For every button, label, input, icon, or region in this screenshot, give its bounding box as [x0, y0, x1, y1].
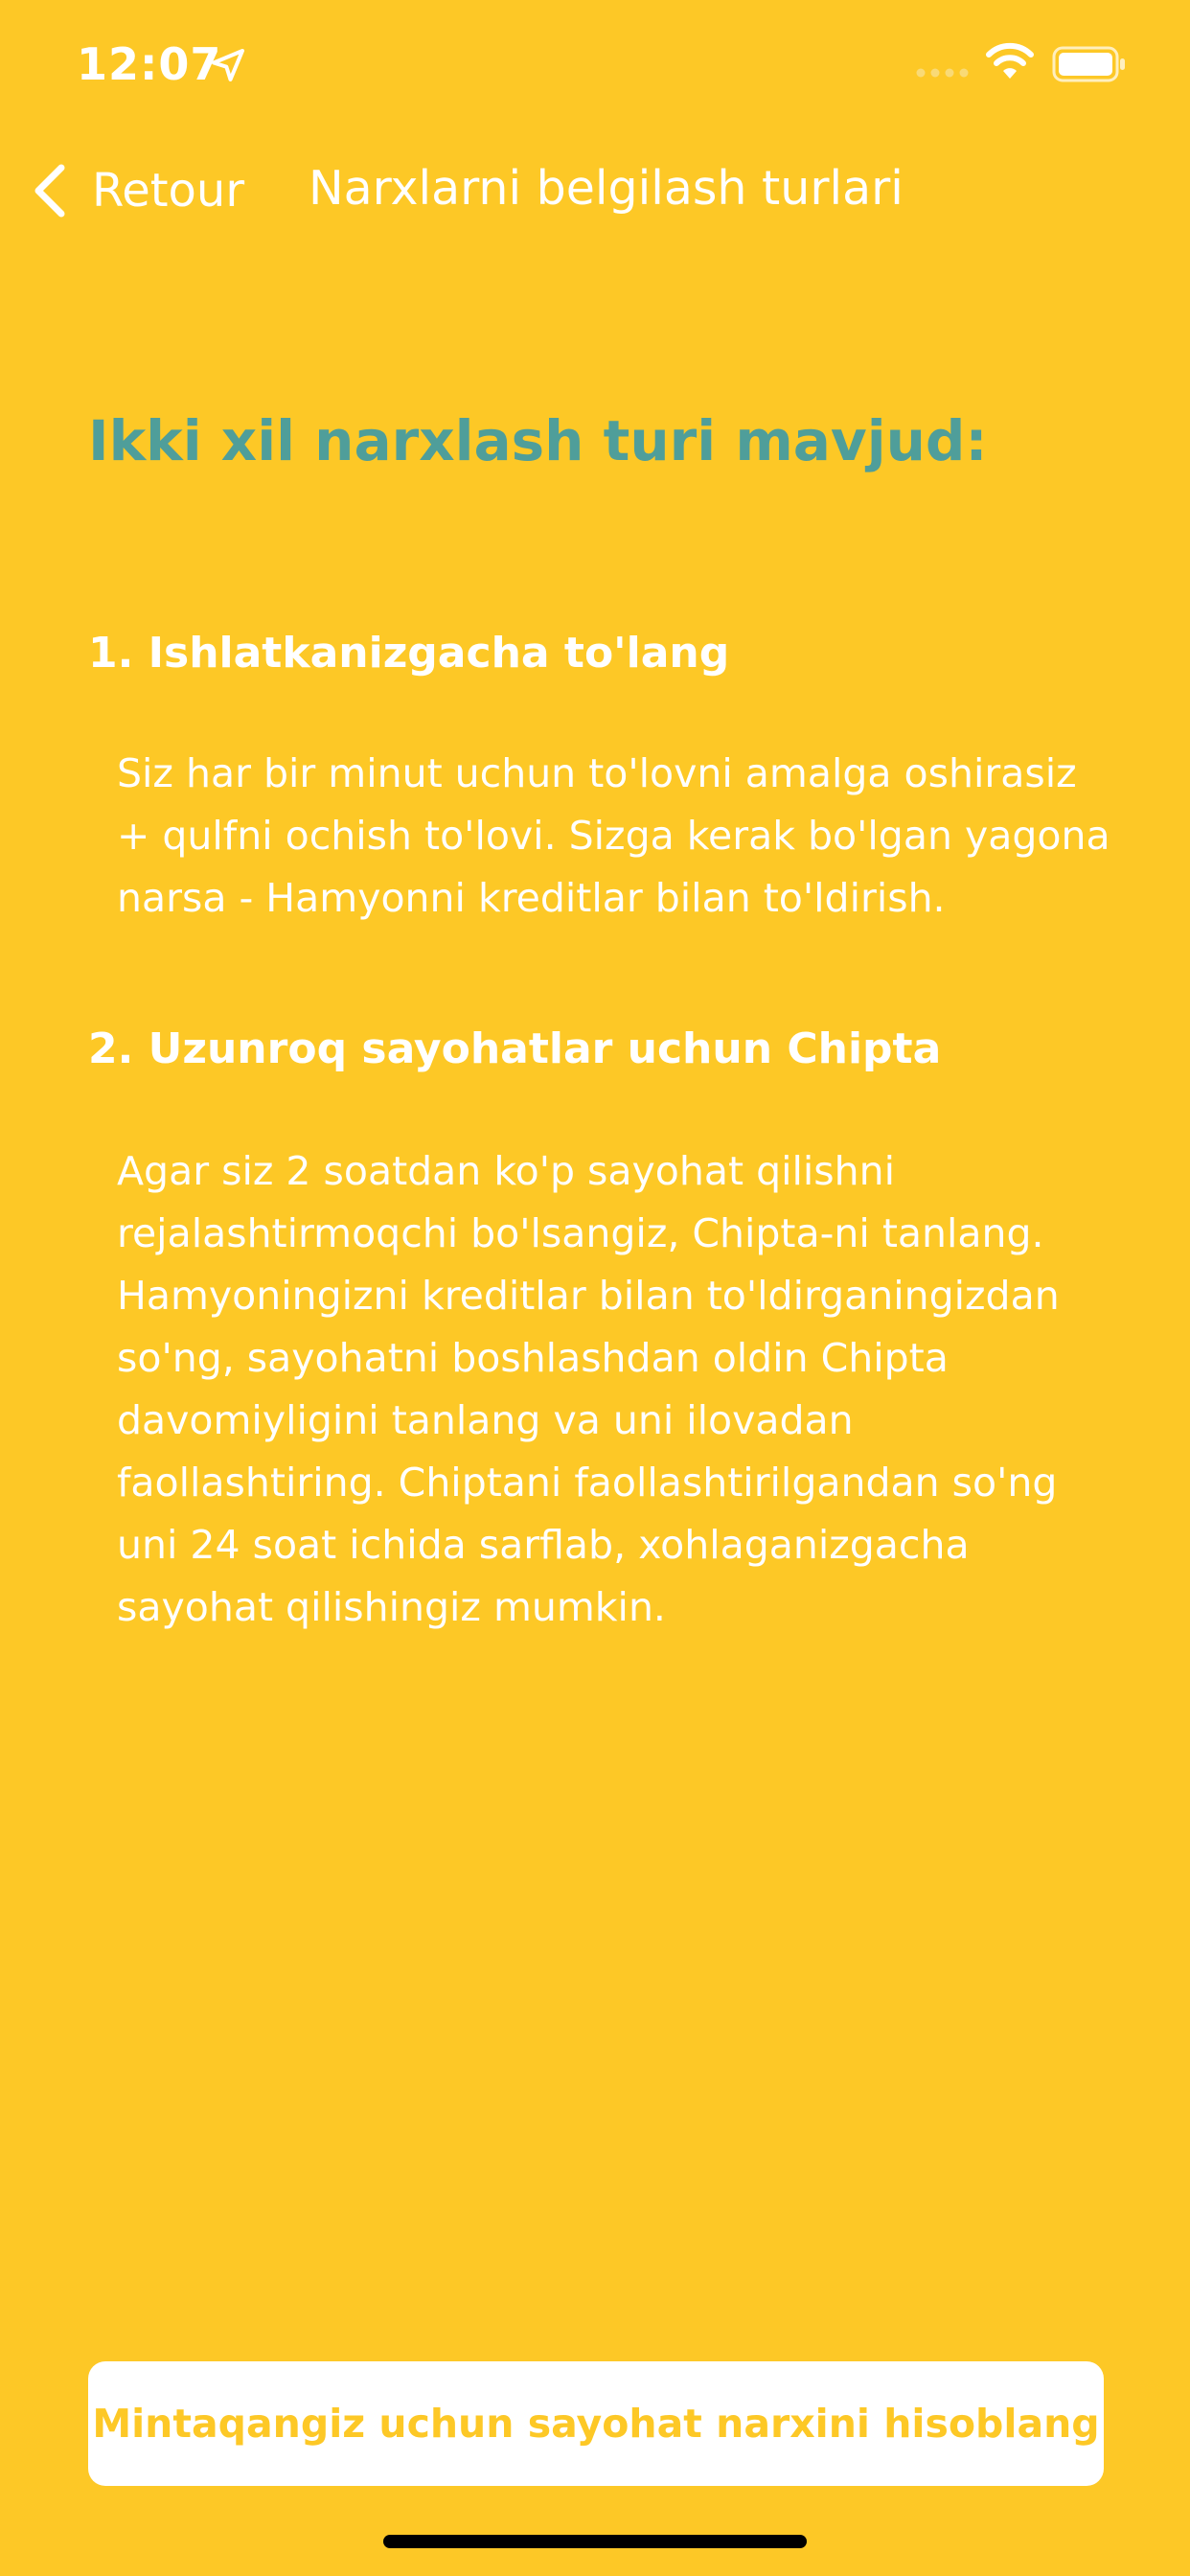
chevron-left-icon	[29, 162, 69, 219]
calculate-price-label: Mintaqangiz uchun sayohat narxini hisoblang	[92, 2401, 1100, 2447]
wifi-icon	[985, 42, 1035, 80]
section-body-pay-as-you-go: Siz har bir minut uchun to'lovni amalga oshirasiz + qulfni ochish to'lovi. Sizga kerak bo'lgan yagona narsa - Hamyonni kreditlar bilan to'ldirish.	[117, 750, 1110, 921]
status-time: 12:07	[77, 38, 222, 90]
content	[88, 402, 1110, 1630]
section-body-ticket: Agar siz 2 soatdan ko'p sayohat qilishni rejalashtirmoqchi bo'lsangiz, Chipta-ni tanlang. Hamyoningizni kreditlar bilan to'ldirganingizdan so'ng, sayohatni boshlashdan oldin Chipta davomiyligini tanlang va uni ilovadan faollashtiring. Chiptani faollashtirilgandan so'ng uni 24 soat ichida sarflab, xohlaganizgacha sayohat qilishingiz mumkin.	[117, 1148, 1060, 1630]
location-arrow-icon	[209, 46, 247, 84]
back-button[interactable]	[29, 157, 244, 224]
battery-icon	[1052, 46, 1127, 82]
main-heading: Ikki xil narxlash turi mavjud:	[88, 408, 988, 473]
page-title: Narxlarni belgilash turlari	[309, 161, 904, 216]
calculate-price-button[interactable]	[88, 2361, 1104, 2486]
section-title-ticket: 2. Uzunroq sayohatlar uchun Chipta	[88, 1024, 942, 1073]
cellular-signal-icon	[916, 67, 970, 79]
home-indicator[interactable]	[383, 2535, 807, 2548]
section-title-pay-as-you-go: 1. Ishlatkanizgacha to'lang	[88, 629, 730, 678]
back-label: Retour	[92, 164, 245, 218]
status-bar	[0, 0, 1190, 129]
navigation-bar	[0, 144, 1190, 240]
